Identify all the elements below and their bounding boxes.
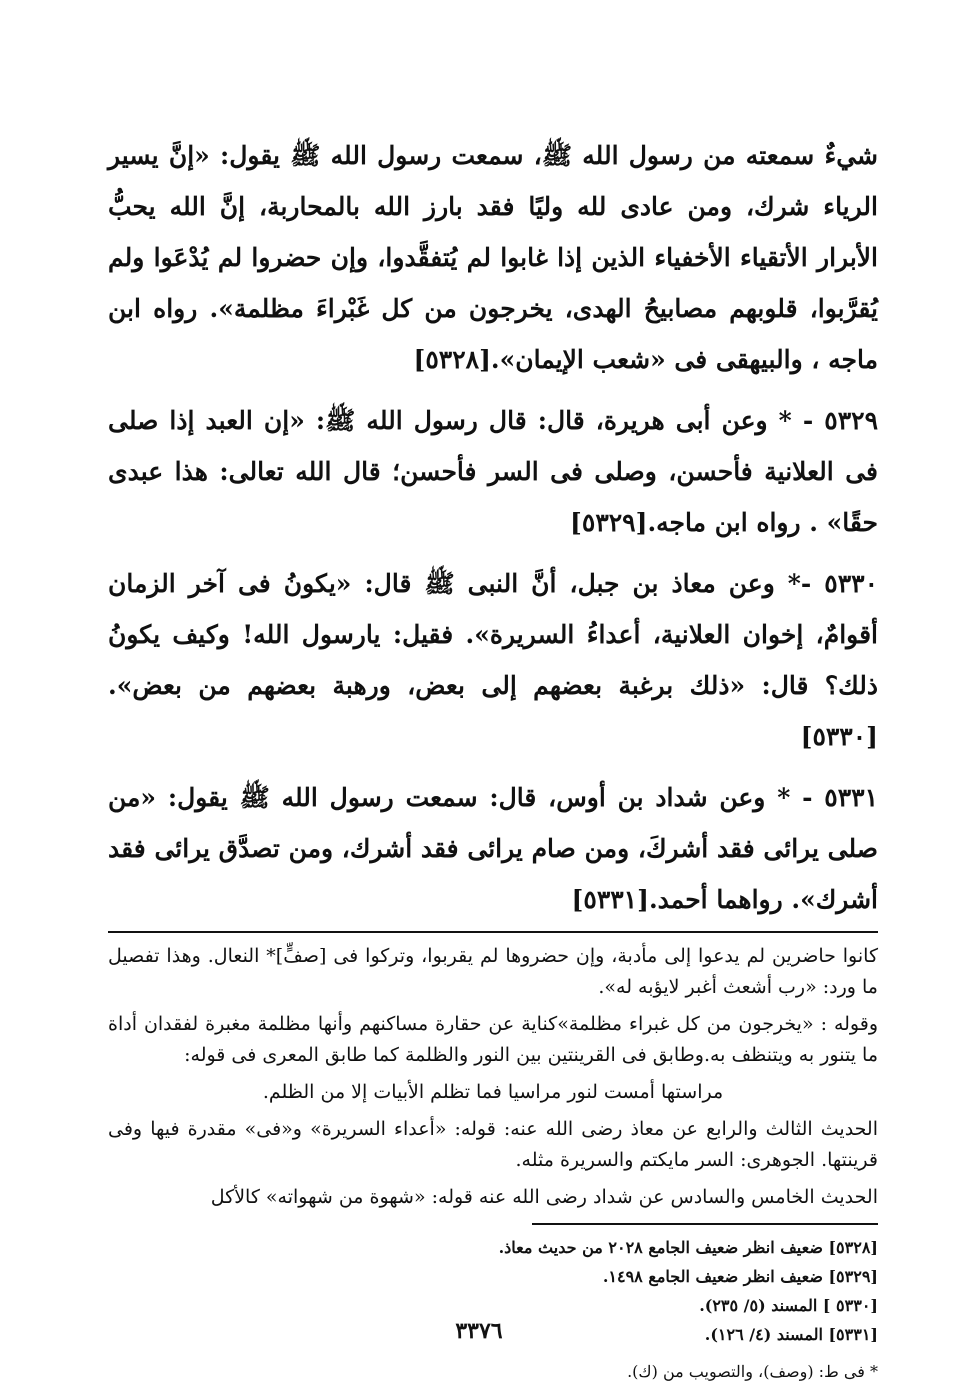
main-text <box>108 130 878 925</box>
commentary-paragraph: الحديث الثالث والرابع عن معاذ رضى الله عنه: قوله: «أعداء السريرة» و«فى» مقدرة فيها وفى قرينتها. الجوهرى: السر مايكتم والسريرة مثله. <box>108 1118 878 1171</box>
hadith-5328-continuation: شيءٌ سمعته من رسول الله ﷺ، سمعت رسول الله ﷺ يقول: «إنَّ يسير الرياء شرك، ومن عادى لله وليًا فقد بارز الله بالمحاربة، إنَّ الله يحبُّ الأبرار الأتقياء الأخفياء الذين إذا غابوا لم يُتفقَّدوا، وإن حضروا لم يُدْعَوا ولم يُقرَّبوا، قلوبهم مصابيحُ الهدى، يخرجون من كل غَبْراءَ مظلمة». رواه ابن ماجه ، والبيهقى فى «شعب الإيمان».[٥٣٢٨] <box>108 141 878 374</box>
footnote: [٥٣٣٠ ] المسند (٥/ ٢٣٥). <box>699 1296 878 1315</box>
page-number: ٣٣٧٦ <box>455 1318 503 1344</box>
editor-note: * فى ط: (وصف)، والتصويب من (ك). <box>627 1362 878 1381</box>
hadith-5331: ٥٣٣١ - * وعن شداد بن أوس، قال: سمعت رسول الله ﷺ يقول: «من صلى يرائى فقد أشركَ، ومن صام يرائى فقد أشرك، ومن تصدَّق يرائى فقد أشرك». رواهما أحمد.[٥٣٣١] <box>108 783 878 914</box>
poetry-verse: مراستها أمست لنور مراسيا فما تظلم الأبيات إلا من الظلم. <box>262 1081 724 1103</box>
commentary-paragraph: وقوله : «يخرجون من كل غبراء مظلمة»كناية عن حقارة مساكنهم وأنها مظلمة مغبرة لفقدان أداة ما يتنور به ويتنظف به.وطابق فى القرينتين بين النور والظلمة كما طابق المعرى فى قوله: <box>108 1013 878 1066</box>
commentary-paragraph: الحديث الخامس والسادس عن شداد رضى الله عنه قوله: «شهوة من شهواته» كالأكل <box>210 1186 878 1208</box>
footnote-divider <box>532 1223 879 1225</box>
footnote: [٥٣٢٨] ضعيف انظر ضعيف الجامع ٢٠٢٨ من حديث معاذ. <box>498 1238 878 1257</box>
commentary-paragraph: كانوا حاضرين لم يدعوا إلى مأدبة، وإن حضروها لم يقربوا، وتركوا فى [صفٍّ]* النعال. وهذا تفصيل ما ورد: «رب أشعث أغبر لايؤبه له». <box>108 945 878 998</box>
footnotes-section <box>108 1233 878 1386</box>
hadith-5329: ٥٣٢٩ - * وعن أبى هريرة، قال: قال رسول الله ﷺ: «إن العبد إذا صلى فى العلانية فأحسن، وصلى فى السر فأحسن؛ قال الله تعالى: هذا عبدى حقًا» . رواه ابن ماجه.[٥٣٢٩] <box>108 406 878 537</box>
commentary-section <box>108 941 878 1213</box>
commentary-divider <box>108 931 878 933</box>
footnote: [٥٣٢٩] ضعيف انظر ضعيف الجامع ١٤٩٨. <box>602 1267 878 1286</box>
footnote: [٥٣٣١] المسند (٤/ ١٢٦). <box>704 1325 878 1344</box>
hadith-5330: ٥٣٣٠ -* وعن معاذ بن جبل، أنَّ النبى ﷺ قال: «يكونُ فى آخر الزمان أقوامٌ، إخوان العلانية، أعداءُ السريرة». فقيل: يارسول الله! وكيف يكونُ ذلك؟ قال: «ذلك برغبة بعضهم إلى بعض، ورهبة بعضهم من بعض».[٥٣٣٠] <box>108 569 878 751</box>
